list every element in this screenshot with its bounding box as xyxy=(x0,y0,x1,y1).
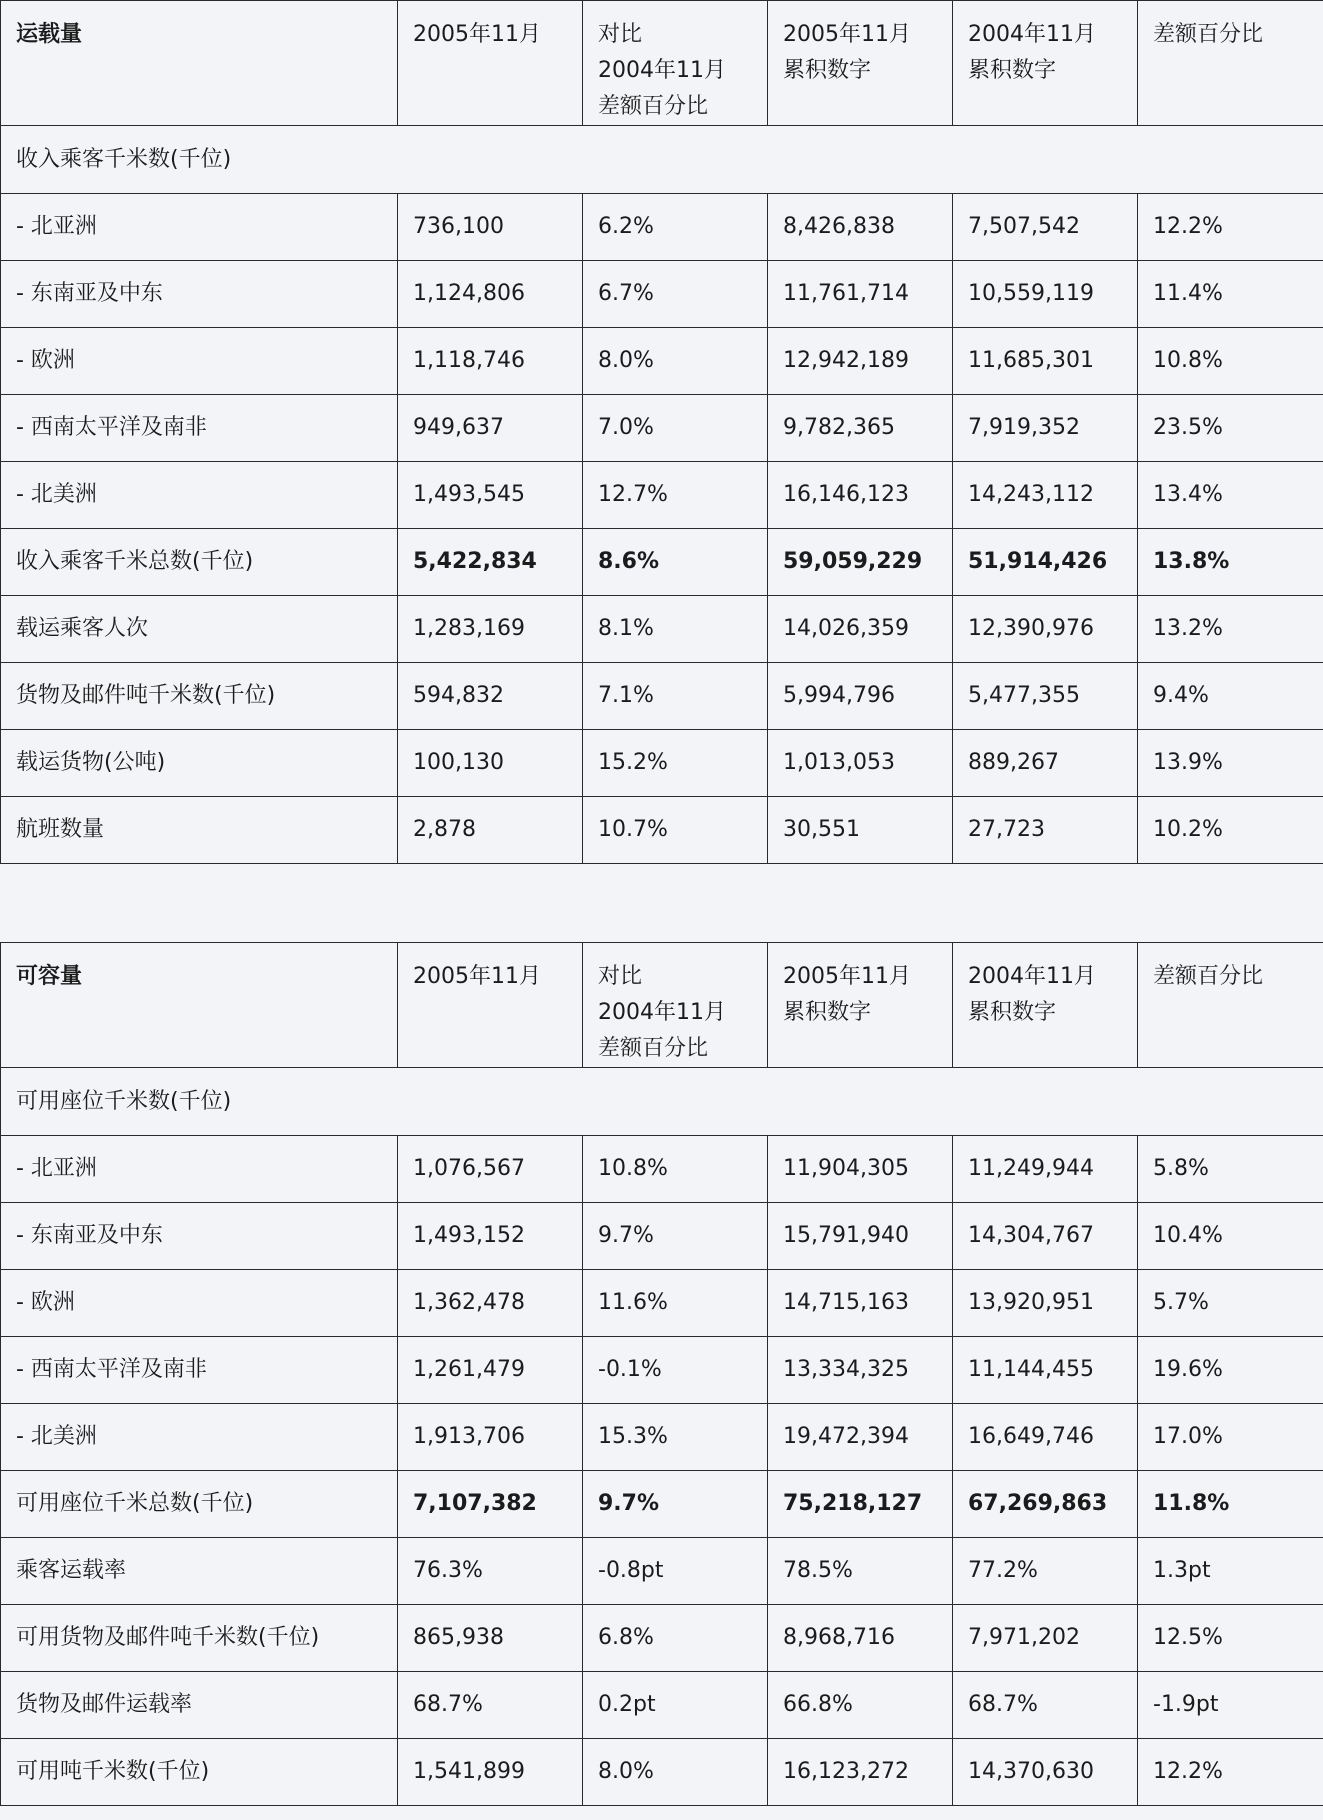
row-value: 76.3% xyxy=(398,1538,583,1605)
row-label: 收入乘客千米总数(千位) xyxy=(1,529,398,596)
row-value: 2,878 xyxy=(398,797,583,864)
row-value: 14,026,359 xyxy=(768,596,953,663)
table-row xyxy=(1,261,1323,328)
table-row xyxy=(1,663,1323,730)
row-value: 9.4% xyxy=(1138,663,1323,730)
table-row xyxy=(1,1337,1323,1404)
row-label: - 东南亚及中东 xyxy=(1,1203,398,1270)
row-value: 7,507,542 xyxy=(953,194,1138,261)
row-value: 594,832 xyxy=(398,663,583,730)
row-value: 13.4% xyxy=(1138,462,1323,529)
row-label: - 欧洲 xyxy=(1,328,398,395)
row-value: 1,076,567 xyxy=(398,1136,583,1203)
row-value: 8.6% xyxy=(583,529,768,596)
table-row xyxy=(1,1404,1323,1471)
row-value: 6.8% xyxy=(583,1605,768,1672)
capacity-table xyxy=(0,942,1323,1806)
row-value: 14,243,112 xyxy=(953,462,1138,529)
row-value: 13.8% xyxy=(1138,529,1323,596)
row-label: 航班数量 xyxy=(1,797,398,864)
row-value: 13,920,951 xyxy=(953,1270,1138,1337)
table-row xyxy=(1,462,1323,529)
row-value: 1,283,169 xyxy=(398,596,583,663)
row-value: 0.2pt xyxy=(583,1672,768,1739)
row-value: 7.1% xyxy=(583,663,768,730)
row-value: 889,267 xyxy=(953,730,1138,797)
row-value: 5,994,796 xyxy=(768,663,953,730)
row-label: - 西南太平洋及南非 xyxy=(1,1337,398,1404)
row-value: 27,723 xyxy=(953,797,1138,864)
row-value: 100,130 xyxy=(398,730,583,797)
row-value: 11.8% xyxy=(1138,1471,1323,1538)
row-value: 16,146,123 xyxy=(768,462,953,529)
row-value: 8,968,716 xyxy=(768,1605,953,1672)
row-value: 9,782,365 xyxy=(768,395,953,462)
row-label: 乘客运载率 xyxy=(1,1538,398,1605)
row-value: 51,914,426 xyxy=(953,529,1138,596)
table-row xyxy=(1,797,1323,864)
row-label: 可用货物及邮件吨千米数(千位) xyxy=(1,1605,398,1672)
header-col-cum-2005: 2005年11月 累积数字 xyxy=(768,943,953,1068)
table-row xyxy=(1,1203,1323,1270)
row-value: 6.7% xyxy=(583,261,768,328)
header-title: 可容量 xyxy=(1,943,398,1068)
row-label: 可用座位千米总数(千位) xyxy=(1,1471,398,1538)
row-value: 14,370,630 xyxy=(953,1739,1138,1806)
row-value: 66.8% xyxy=(768,1672,953,1739)
row-value: 15.3% xyxy=(583,1404,768,1471)
row-value: 14,715,163 xyxy=(768,1270,953,1337)
row-value: 1,493,152 xyxy=(398,1203,583,1270)
header-col-cum-2004: 2004年11月 累积数字 xyxy=(953,943,1138,1068)
header-col-compare: 对比 2004年11月 差额百分比 xyxy=(583,943,768,1068)
row-value: 78.5% xyxy=(768,1538,953,1605)
row-value: 1,541,899 xyxy=(398,1739,583,1806)
row-value: 6.2% xyxy=(583,194,768,261)
row-value: 12.2% xyxy=(1138,194,1323,261)
row-value: 11.6% xyxy=(583,1270,768,1337)
row-value: -0.8pt xyxy=(583,1538,768,1605)
row-value: 11,761,714 xyxy=(768,261,953,328)
row-value: 68.7% xyxy=(398,1672,583,1739)
row-value: 1,013,053 xyxy=(768,730,953,797)
row-value: 1,362,478 xyxy=(398,1270,583,1337)
row-label: 货物及邮件运载率 xyxy=(1,1672,398,1739)
row-value: 13,334,325 xyxy=(768,1337,953,1404)
table-header-row xyxy=(1,1,1323,126)
header-col-month: 2005年11月 xyxy=(398,1,583,126)
row-value: 7,919,352 xyxy=(953,395,1138,462)
row-value: 5,422,834 xyxy=(398,529,583,596)
row-value: 8.0% xyxy=(583,1739,768,1806)
row-value: 865,938 xyxy=(398,1605,583,1672)
header-col-diff: 差额百分比 xyxy=(1138,943,1323,1068)
row-value: 68.7% xyxy=(953,1672,1138,1739)
row-value: 7.0% xyxy=(583,395,768,462)
row-value: 11.4% xyxy=(1138,261,1323,328)
row-value: 1,261,479 xyxy=(398,1337,583,1404)
row-value: 12.2% xyxy=(1138,1739,1323,1806)
row-label: 可用吨千米数(千位) xyxy=(1,1739,398,1806)
row-value: 77.2% xyxy=(953,1538,1138,1605)
section-row xyxy=(1,1068,1323,1136)
table-row xyxy=(1,1136,1323,1203)
row-value: 10.4% xyxy=(1138,1203,1323,1270)
header-title: 运载量 xyxy=(1,1,398,126)
table-row xyxy=(1,596,1323,663)
row-value: 9.7% xyxy=(583,1203,768,1270)
row-value: -1.9pt xyxy=(1138,1672,1323,1739)
total-row xyxy=(1,1471,1323,1538)
row-label: - 北美洲 xyxy=(1,1404,398,1471)
row-value: 8.1% xyxy=(583,596,768,663)
section-label: 可用座位千米数(千位) xyxy=(1,1068,1323,1136)
row-value: 5,477,355 xyxy=(953,663,1138,730)
row-value: 11,904,305 xyxy=(768,1136,953,1203)
row-value: 7,971,202 xyxy=(953,1605,1138,1672)
row-value: 736,100 xyxy=(398,194,583,261)
header-col-cum-2004: 2004年11月 累积数字 xyxy=(953,1,1138,126)
header-col-month: 2005年11月 xyxy=(398,943,583,1068)
row-label: - 北美洲 xyxy=(1,462,398,529)
row-value: 1,118,746 xyxy=(398,328,583,395)
row-value: 1,124,806 xyxy=(398,261,583,328)
row-value: 8,426,838 xyxy=(768,194,953,261)
row-label: 货物及邮件吨千米数(千位) xyxy=(1,663,398,730)
row-value: 7,107,382 xyxy=(398,1471,583,1538)
section-label: 收入乘客千米数(千位) xyxy=(1,126,1323,194)
row-value: 9.7% xyxy=(583,1471,768,1538)
row-value: 14,304,767 xyxy=(953,1203,1138,1270)
row-value: 12.5% xyxy=(1138,1605,1323,1672)
table-row xyxy=(1,194,1323,261)
table-row xyxy=(1,1672,1323,1739)
table-row xyxy=(1,1605,1323,1672)
row-value: 10.8% xyxy=(1138,328,1323,395)
header-col-cum-2005: 2005年11月 累积数字 xyxy=(768,1,953,126)
section-row xyxy=(1,126,1323,194)
row-value: 10,559,119 xyxy=(953,261,1138,328)
row-label: - 北亚洲 xyxy=(1,1136,398,1203)
table-row xyxy=(1,730,1323,797)
row-label: - 北亚洲 xyxy=(1,194,398,261)
row-label: - 东南亚及中东 xyxy=(1,261,398,328)
table-row xyxy=(1,1270,1323,1337)
row-value: 949,637 xyxy=(398,395,583,462)
table-row xyxy=(1,328,1323,395)
row-value: 16,649,746 xyxy=(953,1404,1138,1471)
row-value: 30,551 xyxy=(768,797,953,864)
table-row xyxy=(1,395,1323,462)
row-value: 13.2% xyxy=(1138,596,1323,663)
capacity-rows xyxy=(1,1136,1323,1806)
row-value: 17.0% xyxy=(1138,1404,1323,1471)
row-value: 75,218,127 xyxy=(768,1471,953,1538)
table-row xyxy=(1,1739,1323,1806)
row-label: - 欧洲 xyxy=(1,1270,398,1337)
row-value: 12,942,189 xyxy=(768,328,953,395)
row-value: 15.2% xyxy=(583,730,768,797)
row-label: - 西南太平洋及南非 xyxy=(1,395,398,462)
total-row xyxy=(1,529,1323,596)
row-value: 12.7% xyxy=(583,462,768,529)
row-value: 10.7% xyxy=(583,797,768,864)
traffic-rows xyxy=(1,194,1323,864)
row-value: 1,493,545 xyxy=(398,462,583,529)
table-row xyxy=(1,1538,1323,1605)
row-value: 1.3pt xyxy=(1138,1538,1323,1605)
header-col-compare: 对比 2004年11月 差额百分比 xyxy=(583,1,768,126)
row-value: 11,144,455 xyxy=(953,1337,1138,1404)
row-value: 1,913,706 xyxy=(398,1404,583,1471)
row-value: 10.8% xyxy=(583,1136,768,1203)
row-value: 19,472,394 xyxy=(768,1404,953,1471)
row-label: 载运乘客人次 xyxy=(1,596,398,663)
row-value: 13.9% xyxy=(1138,730,1323,797)
row-value: -0.1% xyxy=(583,1337,768,1404)
row-value: 5.7% xyxy=(1138,1270,1323,1337)
row-value: 59,059,229 xyxy=(768,529,953,596)
row-value: 23.5% xyxy=(1138,395,1323,462)
row-value: 11,249,944 xyxy=(953,1136,1138,1203)
row-value: 67,269,863 xyxy=(953,1471,1138,1538)
row-value: 11,685,301 xyxy=(953,328,1138,395)
header-col-diff: 差额百分比 xyxy=(1138,1,1323,126)
row-value: 19.6% xyxy=(1138,1337,1323,1404)
row-value: 15,791,940 xyxy=(768,1203,953,1270)
row-value: 8.0% xyxy=(583,328,768,395)
traffic-table xyxy=(0,0,1323,864)
row-value: 10.2% xyxy=(1138,797,1323,864)
row-value: 16,123,272 xyxy=(768,1739,953,1806)
table-header-row xyxy=(1,943,1323,1068)
row-label: 载运货物(公吨) xyxy=(1,730,398,797)
row-value: 5.8% xyxy=(1138,1136,1323,1203)
row-value: 12,390,976 xyxy=(953,596,1138,663)
